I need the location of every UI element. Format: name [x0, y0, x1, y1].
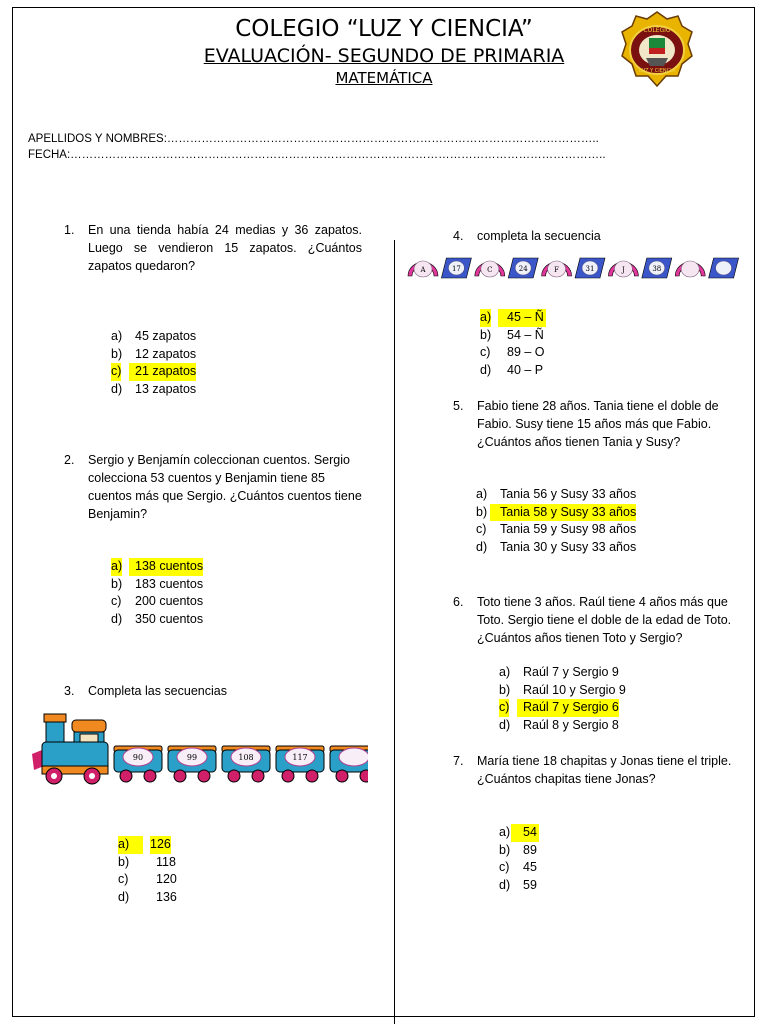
- question-text: Sergio y Benjamín coleccionan cuentos. Sergio colecciona 53 cuentos y Benjamin tiene 85 cuentos más que Sergio. ¿Cuántos cuentos tiene Benjamin?: [88, 453, 362, 521]
- school-title: COLEGIO “LUZ Y CIENCIA”: [235, 16, 533, 42]
- train-illustration: [30, 712, 368, 792]
- evaluation-title: EVALUACIÓN- SEGUNDO DE PRIMARIA: [203, 45, 565, 67]
- question-text: Fabio tiene 28 años. Tania tiene el doble de Fabio. Susy tiene 15 años más que Fabio. ¿Cuántos años tienen Tania y Susy?: [477, 399, 719, 449]
- sequence-value: F: [554, 266, 560, 274]
- question-number: 3.: [64, 684, 75, 698]
- sequence-shape: [542, 261, 572, 277]
- school-seal-logo: [620, 10, 694, 88]
- sequence-value: 38: [652, 265, 662, 273]
- wagon-number: 108: [238, 753, 254, 762]
- sequence-shape: [508, 258, 538, 278]
- sequence-value: 17: [451, 265, 461, 273]
- sequence-shape: [709, 258, 739, 278]
- train-wagon: [168, 746, 216, 782]
- question-text: Completa las secuencias: [88, 684, 227, 698]
- train-wagon: [276, 746, 324, 782]
- sequence-shape: [475, 261, 505, 277]
- wagon-number: 90: [132, 753, 144, 762]
- sequence-value: J: [621, 266, 625, 274]
- question-number: 6.: [453, 595, 464, 609]
- question-text: En una tienda había 24 medias y 36 zapatos. Luego se vendieron 15 zapatos. ¿Cuántos zapatos quedaron?: [88, 223, 362, 273]
- name-field[interactable]: APELLIDOS Y NOMBRES:…………………………………………………………………………………………………..: [28, 133, 599, 145]
- sequence-value: 31: [585, 265, 595, 273]
- svg-text:LUZ Y CIENCIA: LUZ Y CIENCIA: [638, 68, 676, 74]
- letter-number-sequence: [407, 254, 743, 280]
- question-number: 5.: [453, 399, 464, 413]
- date-field[interactable]: FECHA:…………………………………………………………………………………………………………………………..: [28, 149, 606, 161]
- sequence-shape: [675, 261, 705, 277]
- sequence-value: A: [420, 266, 426, 274]
- sequence-shape: [575, 258, 605, 278]
- column-divider: [394, 240, 395, 1024]
- train-wagon: [222, 746, 270, 782]
- sequence-shape: [642, 258, 672, 278]
- sequence-shape: [441, 258, 471, 278]
- sequence-value: 24: [518, 265, 528, 273]
- sequence-shape: [408, 261, 438, 277]
- question-number: 7.: [453, 754, 464, 768]
- train-wagon: [114, 746, 162, 782]
- sequence-value: C: [487, 266, 493, 274]
- question-text: completa la secuencia: [477, 229, 601, 243]
- question-number: 1.: [64, 223, 75, 237]
- train-wagon: [330, 746, 368, 782]
- sequence-shape: [608, 261, 638, 277]
- question-text: Toto tiene 3 años. Raúl tiene 4 años más que Toto. Sergio tiene el doble de la edad de Toto. ¿Cuántos años tienen Toto y Sergio?: [477, 595, 732, 645]
- question-number: 4.: [453, 229, 464, 243]
- subject-title: MATEMÁTICA: [335, 69, 433, 87]
- question-number: 2.: [64, 453, 75, 467]
- wagon-number: 117: [292, 753, 308, 762]
- question-text: María tiene 18 chapitas y Jonas tiene el triple. ¿Cuántos chapitas tiene Jonas?: [477, 754, 732, 786]
- svg-text:COLEGIO: COLEGIO: [643, 27, 671, 34]
- wagon-number: 99: [186, 753, 198, 762]
